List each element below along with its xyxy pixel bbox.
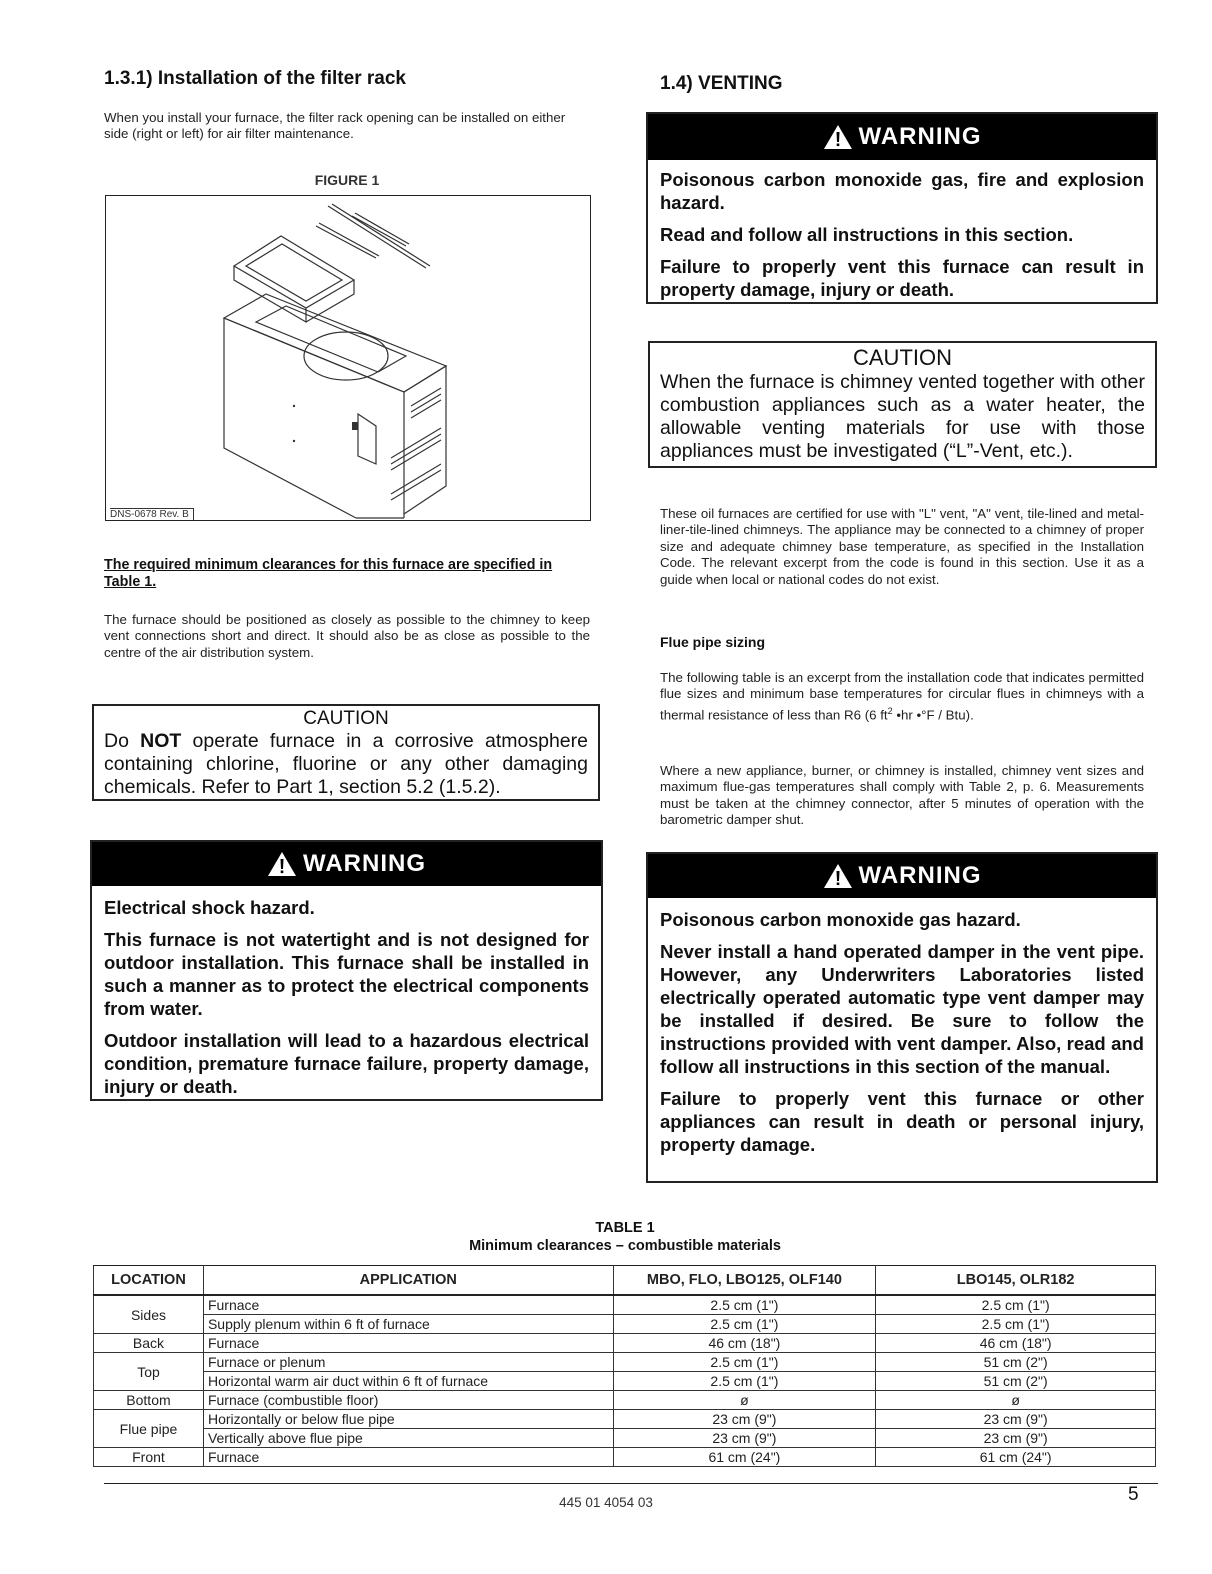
warning-p1: Electrical shock hazard. <box>104 897 315 918</box>
caution-box-corrosive <box>92 704 600 801</box>
table-row <box>94 1448 1156 1467</box>
cell-application: Furnace <box>203 1448 613 1467</box>
caution-title: CAUTION <box>303 708 389 729</box>
cell-value-b: 2.5 cm (1") <box>876 1295 1156 1315</box>
cell-location: Back <box>94 1334 204 1353</box>
warning-header: WARNING <box>648 114 1156 160</box>
table-caption: Minimum clearances – combustible materials <box>469 1238 781 1254</box>
figure-label: FIGURE 1 <box>314 172 380 188</box>
table-row <box>94 1372 1156 1391</box>
cell-value-b: 23 cm (9") <box>876 1410 1156 1429</box>
cell-value-b: 51 cm (2") <box>876 1372 1156 1391</box>
furnace-illustration <box>106 196 589 519</box>
warning-header: WARNING <box>92 842 601 886</box>
table-row <box>94 1353 1156 1372</box>
section-title-filter-rack: 1.3.1) Installation of the filter rack <box>104 68 406 89</box>
warning-p1: Poisonous carbon monoxide gas, fire and explosion hazard. <box>660 169 1144 213</box>
warning-box-electrical <box>90 840 603 1101</box>
cell-value-b: 46 cm (18") <box>876 1334 1156 1353</box>
warning-header: WARNING <box>648 854 1156 898</box>
cell-location: Sides <box>94 1295 204 1334</box>
cell-application: Furnace <box>203 1295 613 1315</box>
warning-box-damper <box>646 852 1158 1183</box>
position-text: The furnace should be positioned as closely as possible to the chimney to keep vent connections short and direct. It should also be as close as possible to the centre of the air distribution system. <box>104 612 590 660</box>
warning-triangle-icon <box>267 851 297 877</box>
cell-value-b: 23 cm (9") <box>876 1429 1156 1448</box>
warning-p1: Poisonous carbon monoxide gas hazard. <box>660 909 1021 930</box>
cell-value-a: 23 cm (9") <box>613 1410 876 1429</box>
cell-value-a: 2.5 cm (1") <box>613 1372 876 1391</box>
filter-rack-intro: When you install your furnace, the filter rack opening can be installed on either side (right or left) for air filter maintenance. <box>104 110 566 142</box>
table-row <box>94 1391 1156 1410</box>
warning-p3: Failure to properly vent this furnace can result in property damage, injury or death. <box>660 256 1144 300</box>
cell-application: Furnace <box>203 1334 613 1353</box>
cell-value-a: 61 cm (24") <box>613 1448 876 1467</box>
cell-value-b: 61 cm (24") <box>876 1448 1156 1467</box>
caution-text: Do NOT operate furnace in a corrosive atmosphere containing chlorine, fluorine or any other damaging chemicals. Refer to Part 1, section 5.2 (1.5.2). <box>104 730 588 798</box>
page-number: 5 <box>1128 1484 1139 1505</box>
cell-location: Bottom <box>94 1391 204 1410</box>
warning-p2: Never install a hand operated damper in the vent pipe. However, any Underwriters Laboratories listed electrically operated automatic type vent damper may be installed if desired. Be sure to follow the instructions provided with vent damper. Also, read and follow all instructions in this section of the manual. <box>660 941 1144 1077</box>
section-title-venting: 1.4) VENTING <box>660 73 783 94</box>
header-model-group-2: LBO145, OLR182 <box>876 1266 1156 1296</box>
cell-application: Furnace or plenum <box>203 1353 613 1372</box>
cell-application: Furnace (combustible floor) <box>203 1391 613 1410</box>
cell-location: Top <box>94 1353 204 1391</box>
clearance-note: The required minimum clearances for this furnace are specified in Table 1. <box>104 557 553 590</box>
warning-p2: This furnace is not watertight and is not designed for outdoor installation. This furnace shall be installed in such a manner as to protect the electrical components from water. <box>104 929 589 1019</box>
table-row <box>94 1315 1156 1334</box>
caution-box-chimney <box>648 341 1157 468</box>
warning-p2: Read and follow all instructions in this section. <box>660 224 1074 245</box>
caution-title: CAUTION <box>853 345 952 370</box>
clearances-table <box>93 1265 1156 1467</box>
flue-text: The following table is an excerpt from the installation code that indicates permitted flue sizes and minimum base temperatures for circular flues in chimneys with a thermal resistance of less than R6 (6 $ft^2$ •hr •°F / Btu). <box>660 670 1144 723</box>
certification-text: These oil furnaces are certified for use with "L" vent, "A" vent, tile-lined and metal-liner-tile-lined chimneys. The appliance may be connected to a chimney of proper size and adequate chimney base temperature, as specified in the Installation Code. The relevant excerpt from the code is found in this section. Use it as a guide when local or national codes do not exist. <box>660 506 1144 587</box>
cell-value-a: 23 cm (9") <box>613 1429 876 1448</box>
table-header-row <box>94 1266 1156 1296</box>
doc-number: 445 01 4054 03 <box>559 1495 653 1510</box>
cell-application: Horizontally or below flue pipe <box>203 1410 613 1429</box>
figure-1 <box>105 195 591 521</box>
figure-code: DNS-0678 Rev. B <box>110 508 194 520</box>
cell-location: Front <box>94 1448 204 1467</box>
warning-p3: Failure to properly vent this furnace or other appliances can result in death or personal injury, property damage. <box>660 1088 1144 1155</box>
footer-rule <box>104 1483 1158 1484</box>
cell-value-a: 2.5 cm (1") <box>613 1295 876 1315</box>
cell-value-b: ø <box>876 1391 1156 1410</box>
cell-value-b: 51 cm (2") <box>876 1353 1156 1372</box>
table-row <box>94 1410 1156 1429</box>
cell-application: Vertically above flue pipe <box>203 1429 613 1448</box>
cell-application: Supply plenum within 6 ft of furnace <box>203 1315 613 1334</box>
cell-value-a: 2.5 cm (1") <box>613 1353 876 1372</box>
new-appliance-text: Where a new appliance, burner, or chimney is installed, chimney vent sizes and maximum flue-gas temperatures shall comply with Table 2, p. 6. Measurements must be taken at the chimney connector, after 5 minutes of operation with the barometric damper shut. <box>660 763 1144 828</box>
header-location: LOCATION <box>94 1266 204 1296</box>
cell-value-a: ø <box>613 1391 876 1410</box>
warning-triangle-icon <box>823 124 853 150</box>
warning-p3: Outdoor installation will lead to a hazardous electrical condition, premature furnace failure, property damage, injury or death. <box>104 1030 589 1097</box>
cell-location: Flue pipe <box>94 1410 204 1448</box>
table-row <box>94 1334 1156 1353</box>
header-model-group-1: MBO, FLO, LBO125, OLF140 <box>613 1266 876 1296</box>
caution-text: When the furnace is chimney vented together with other combustion appliances such as a water heater, the allowable venting materials for use with those appliances must be investigated (“L”-Vent, etc.). <box>660 371 1145 462</box>
table-row <box>94 1295 1156 1315</box>
warning-triangle-icon <box>823 863 853 889</box>
warning-box-carbon-monoxide <box>646 112 1158 304</box>
cell-application: Horizontal warm air duct within 6 ft of furnace <box>203 1372 613 1391</box>
cell-value-a: 2.5 cm (1") <box>613 1315 876 1334</box>
header-application: APPLICATION <box>203 1266 613 1296</box>
cell-value-a: 46 cm (18") <box>613 1334 876 1353</box>
table-label: TABLE 1 <box>595 1220 655 1236</box>
table-row <box>94 1429 1156 1448</box>
cell-value-b: 2.5 cm (1") <box>876 1315 1156 1334</box>
flue-heading: Flue pipe sizing <box>660 634 766 650</box>
